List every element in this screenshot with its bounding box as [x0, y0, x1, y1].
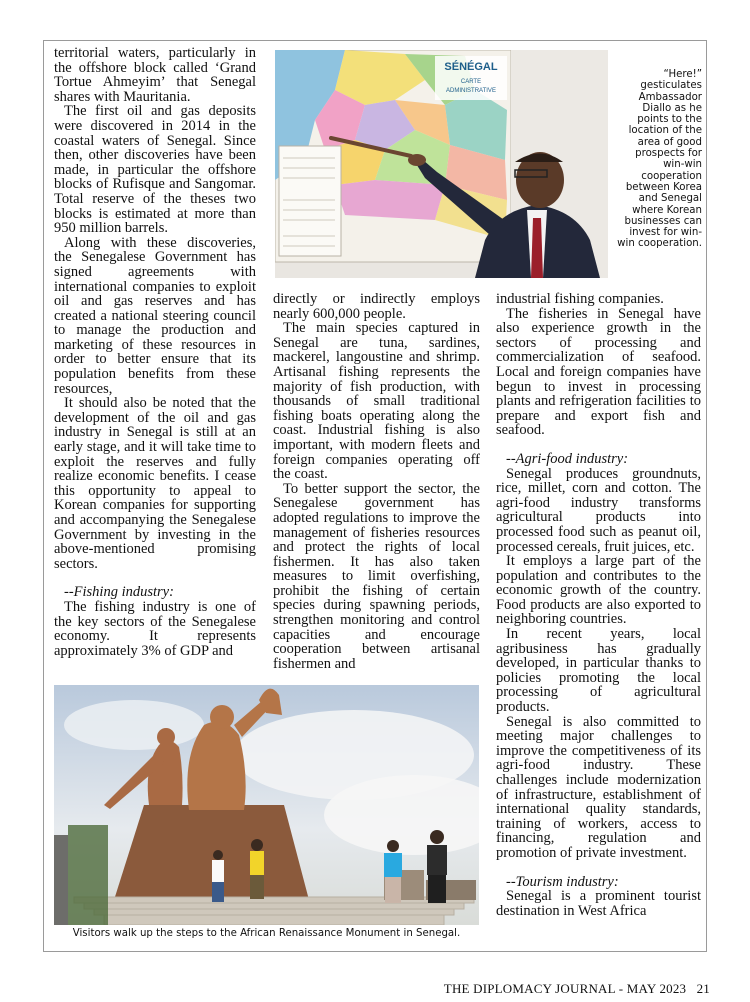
- paragraph: Senegal produces groundnuts, rice, millet, corn and cotton. The agri-food industry transforms agricultural products into processed food such as peanut oil, processed cereals, fruit juices, etc.: [496, 465, 701, 555]
- article-column-3: [496, 292, 701, 918]
- paragraph: territorial waters, particularly in the offshore block called ‘Grand Tortue Ahmeyim’ that Senegal shares with Mauritania.: [54, 45, 256, 105]
- paragraph: To better support the sector, the Senegalese government has adopted regulations to improve the management of fisheries resources and protect the rights of local fishermen. It has also taken measures to limit overfishing, prohibit the fishing of certain species during spawning periods, strengthen monitoring and control capacities and encourage cooperation between artisanal fishermen and: [273, 480, 480, 672]
- paragraph: industrial fishing companies.: [496, 291, 664, 307]
- paragraph: The first oil and gas deposits were discovered in 2014 in the coastal waters of Senegal. Since then, other discoveries have been made, in particular the offshore blocks of Rufisque and Sangomar. Total reserve of the theses two blocks is estimated at more than 950 million barrels.: [54, 103, 256, 237]
- section-heading-agrifood: --Agri-food industry:: [506, 450, 629, 467]
- paragraph: The fisheries in Senegal have also experience growth in the sectors of processing and commercialization of seafood. Local and foreign companies have begun to invest in processing plants and refrigeration facilities to prepare and export fish and seafood.: [496, 305, 701, 439]
- paragraph: Along with these discoveries, the Senegalese Government has signed agreements with international companies to exploit oil and gas reserves and has created a national steering council to manage the production and marketing of these resources in order to better ensure that its population benefits from these resources,: [54, 234, 256, 397]
- section-heading-fishing: --Fishing industry:: [64, 584, 174, 601]
- paragraph: Senegal is a prominent tourist destination in West Africa: [496, 888, 701, 919]
- page-footer: [444, 981, 710, 997]
- map-subtitle: CARTE: [460, 79, 482, 85]
- paragraph: In recent years, local agribusiness has gradually developed, in particular thanks to policies promoting the local processing of agricultural products.: [496, 626, 701, 716]
- african-renaissance-monument-illustration: [54, 685, 479, 925]
- monument-photo: [54, 685, 479, 925]
- ambassador-map-illustration: [275, 50, 608, 278]
- paragraph: Senegal is also committed to meeting major challenges to improve the competitiveness of its agri-food industry. These challenges include modernization of infrastructure, establishment of international quality standards, training of workers, access to financing, regulation and promotion of private investment.: [496, 713, 701, 861]
- paragraph: It employs a large part of the population and contributes to the economic growth of the country. Food products are also exported to neighboring countries.: [496, 553, 701, 628]
- section-heading-tourism: --Tourism industry:: [506, 873, 619, 890]
- paragraph: The fishing industry is one of the key sectors of the Senegalese economy. It represents approximately 3% of GDP and: [54, 598, 256, 659]
- monument-photo-caption: Visitors walk up the steps to the African Renaissance Monument in Senegal.: [72, 928, 461, 939]
- paragraph: The main species captured in Senegal are tuna, sardines, mackerel, langoustine and shrimp. Artisanal fishing represents the majority of fish production, with thousands of small traditional fishing boats operating along the coast. Industrial fishing is also important, with modern fleets and foreign companies operating off the coast.: [273, 320, 480, 483]
- ambassador-map-photo: [275, 50, 608, 278]
- map-photo-caption: “Here!” gesticulates Ambassador Diallo as he points to the location of the area of good prospects for win-win cooperation between Korea and Senegal where Korean businesses can invest for win-win cooperation.: [617, 69, 702, 250]
- map-title: SÉNÉGAL: [444, 61, 498, 73]
- article-column-1: [54, 46, 256, 658]
- article-column-2: [273, 292, 480, 671]
- footer-text: THE DIPLOMACY JOURNAL - MAY 2023 21: [443, 981, 710, 996]
- map-subtitle: ADMINISTRATIVE: [446, 88, 496, 94]
- paragraph: It should also be noted that the development of the oil and gas industry in Senegal is still at an early stage, and it will take time to exploit the reserves and fully realize economic benefits. I cease this opportunity to appeal to Korean companies for supporting and accompanying the Senegalese Government by investing in the above-mentioned promising sectors.: [54, 395, 256, 572]
- paragraph: directly or indirectly employs nearly 600,000 people.: [273, 291, 480, 322]
